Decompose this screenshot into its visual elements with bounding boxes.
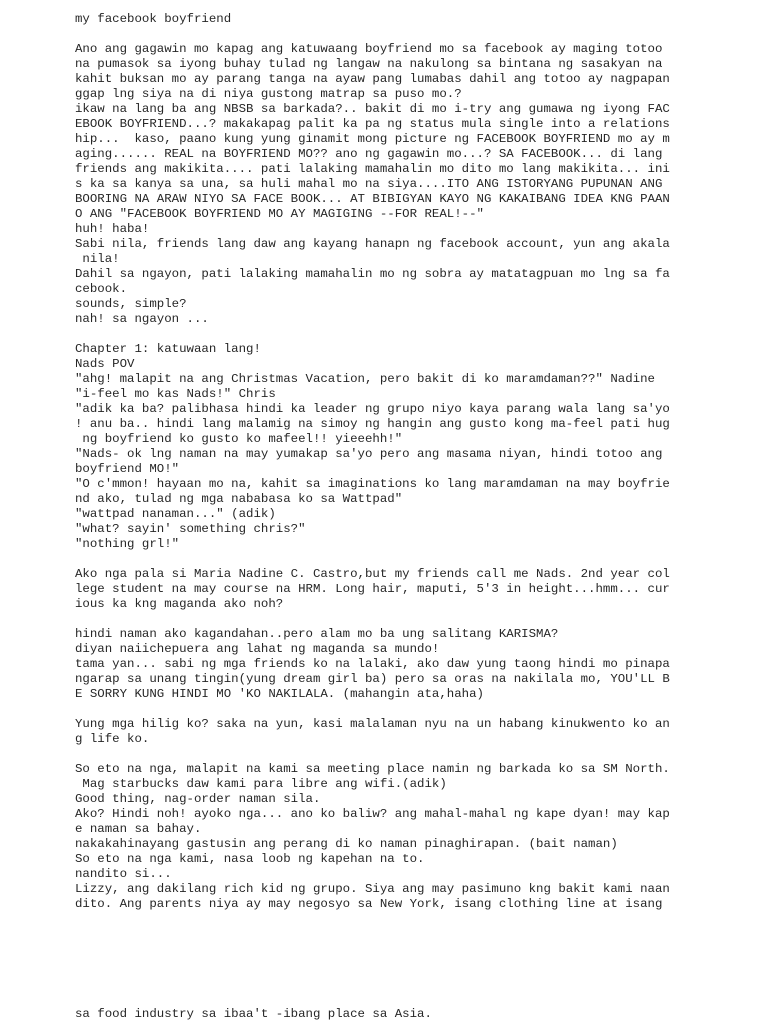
text-line: Nads POV — [75, 357, 135, 371]
text-line: Dahil sa ngayon, pati lalaking mamahalin mo ng sobra ay matatagpuan mo lng sa fa — [75, 267, 670, 281]
document-tail-line: sa food industry sa ibaa't -ibang place sa Asia. — [75, 1007, 432, 1021]
text-line: E SORRY KUNG HINDI MO 'KO NAKILALA. (mahangin ata,haha) — [75, 687, 484, 701]
text-line: "adik ka ba? palibhasa hindi ka leader ng grupo niyo kaya parang wala lang sa'yo — [75, 402, 670, 416]
text-line: aging...... REAL na BOYFRIEND MO?? ano ng gagawin mo...? SA FACEBOOK... di lang — [75, 147, 663, 161]
text-line: "ahg! malapit na ang Christmas Vacation, pero bakit di ko maramdaman??" Nadine — [75, 372, 655, 386]
text-line: nila! — [75, 252, 120, 266]
text-line: lege student na may course na HRM. Long hair, maputi, 5'3 in height...hmm... cur — [75, 582, 670, 596]
text-line: hindi naman ako kagandahan..pero alam mo ba ung salitang KARISMA? — [75, 627, 559, 641]
text-line: g life ko. — [75, 732, 150, 746]
text-line: Ako? Hindi noh! ayoko nga... ano ko baliw? ang mahal-mahal ng kape dyan! may kap — [75, 807, 670, 821]
text-line: Ako nga pala si Maria Nadine C. Castro,but my friends call me Nads. 2nd year col — [75, 567, 670, 581]
text-line: s ka sa kanya sa una, sa huli mahal mo na siya....ITO ANG ISTORYANG PUPUNAN ANG — [75, 177, 663, 191]
blank-line — [75, 612, 765, 627]
text-line: "nothing grl!" — [75, 537, 180, 551]
text-line: "O c'mmon! hayaan mo na, kahit sa imaginations ko lang maramdaman na may boyfrie — [75, 477, 670, 491]
text-line: "wattpad nanaman..." (adik) — [75, 507, 276, 521]
blank-line — [75, 327, 765, 342]
blank-line — [75, 552, 765, 567]
text-line: "Nads- ok lng naman na may yumakap sa'yo pero ang masama niyan, hindi totoo ang — [75, 447, 663, 461]
document-page — [75, 12, 765, 912]
text-line: ng boyfriend ko gusto ko mafeel!! yieeehh!" — [75, 432, 403, 446]
text-line: "i-feel mo kas Nads!" Chris — [75, 387, 276, 401]
text-line: ngarap sa unang tingin(yung dream girl ba) pero sa oras na nakilala mo, YOU'LL B — [75, 672, 670, 686]
text-line: ikaw na lang ba ang NBSB sa barkada?.. bakit di mo i-try ang gumawa ng iyong FAC — [75, 102, 670, 116]
text-line: Yung mga hilig ko? saka na yun, kasi malalaman nyu na un habang kinukwento ko an — [75, 717, 670, 731]
text-line: O ANG "FACEBOOK BOYFRIEND MO AY MAGIGING --FOR REAL!--" — [75, 207, 484, 221]
blank-line — [75, 702, 765, 717]
text-line: So eto na nga kami, nasa loob ng kapehan na to. — [75, 852, 425, 866]
text-line: sounds, simple? — [75, 297, 187, 311]
text-line: nakakahinayang gastusin ang perang di ko naman pinaghirapan. (bait naman) — [75, 837, 618, 851]
blank-line — [75, 27, 765, 42]
text-line: cebook. — [75, 282, 128, 296]
text-line: ious ka kng maganda ako noh? — [75, 597, 284, 611]
text-line: Mag starbucks daw kami para libre ang wifi.(adik) — [75, 777, 447, 791]
text-line: tama yan... sabi ng mga friends ko na lalaki, ako daw yung taong hindi mo pinapa — [75, 657, 670, 671]
text-line: EBOOK BOYFRIEND...? makakapag palit ka pa ng status mula single into a relations — [75, 117, 670, 131]
document-title: my facebook boyfriend — [75, 12, 232, 26]
text-line: ggap lng siya na di niya gustong matrap sa puso mo.? — [75, 87, 462, 101]
text-line: BOORING NA ARAW NIYO SA FACE BOOK... AT BIBIGYAN KAYO NG KAKAIBANG IDEA KNG PAAN — [75, 192, 670, 206]
text-line: nd ako, tulad ng mga nababasa ko sa Wattpad" — [75, 492, 403, 506]
text-line: boyfriend MO!" — [75, 462, 180, 476]
text-line: hip... kaso, paano kung yung ginamit mong picture ng FACEBOOK BOYFRIEND mo ay m — [75, 132, 670, 146]
text-line: huh! haba! — [75, 222, 150, 236]
text-line: ! anu ba.. hindi lang malamig na simoy ng hangin ang gusto kong ma-feel pati hug — [75, 417, 670, 431]
document-body — [75, 27, 765, 912]
text-line: dito. Ang parents niya ay may negosyo sa New York, isang clothing line at isang — [75, 897, 663, 911]
blank-line — [75, 747, 765, 762]
text-line: nah! sa ngayon ... — [75, 312, 209, 326]
text-line: Sabi nila, friends lang daw ang kayang hanapn ng facebook account, yun ang akala — [75, 237, 670, 251]
text-line: Chapter 1: katuwaan lang! — [75, 342, 261, 356]
text-line: Good thing, nag-order naman sila. — [75, 792, 321, 806]
text-line: nandito si... — [75, 867, 172, 881]
text-line: na pumasok sa iyong buhay tulad ng langaw na nakulong sa bintana ng sasakyan na — [75, 57, 663, 71]
text-line: diyan naiichepuera ang lahat ng maganda sa mundo! — [75, 642, 440, 656]
text-line: "what? sayin' something chris?" — [75, 522, 306, 536]
text-line: friends ang makikita.... pati lalaking mamahalin mo dito mo lang makikita... ini — [75, 162, 670, 176]
text-line: Lizzy, ang dakilang rich kid ng grupo. Siya ang may pasimuno kng bakit kami naan — [75, 882, 670, 896]
text-line: kahit buksan mo ay parang tanga na ayaw pang lumabas dahil ang totoo ay nagpapan — [75, 72, 670, 86]
text-line: Ano ang gagawin mo kapag ang katuwaang boyfriend mo sa facebook ay maging totoo — [75, 42, 663, 56]
text-line: e naman sa bahay. — [75, 822, 202, 836]
text-line: So eto na nga, malapit na kami sa meeting place namin ng barkada ko sa SM North. — [75, 762, 670, 776]
